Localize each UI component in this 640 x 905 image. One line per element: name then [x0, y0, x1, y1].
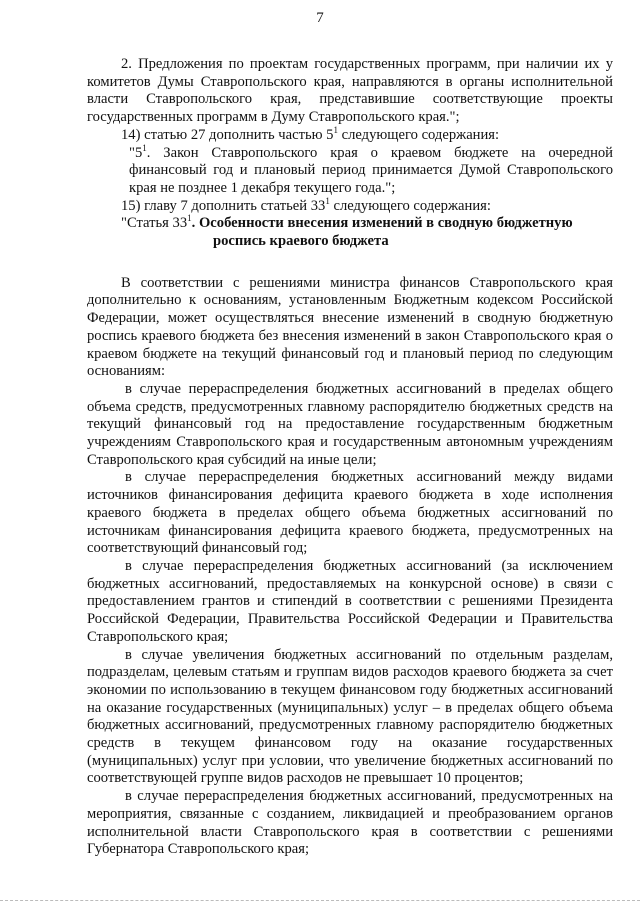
article-title-line1: . Особенности внесения изменений в сводную бюджетную — [191, 215, 573, 232]
superscript-one: 1 — [142, 142, 147, 153]
scan-edge-line — [0, 900, 640, 902]
amendment-chapter-7-tail: следующего содержания: — [329, 197, 491, 214]
superscript-one: 1 — [325, 195, 330, 206]
amendment-article-27 — [87, 124, 613, 145]
amendment-article-27-tail: следующего содержания: — [337, 126, 500, 143]
amendment-chapter-7-text: 15) главу 7 дополнить статьей 33 — [121, 197, 326, 214]
paragraph-proposals: 2. Предложения по проектам государственных программ, при наличии их у комитетов Думы Ставропольского края, направляются в органы исполнительной власти Ставропольского края, представившие соответствующие проекты государственных программ в Думу Ставропольского края."; — [87, 56, 613, 126]
article-title-line2: роспись краевого бюджета — [213, 233, 389, 250]
part-5-1-text — [87, 142, 613, 198]
superscript-one: 1 — [333, 124, 338, 135]
body-paragraph-intro: В соответствии с решениями министра финансов Ставропольского края дополнительно к основаниям, установленным Бюджетным кодексом Российской Федерации, может осуществляться внесение изменений в сводную бюджетную роспись краевого бюджета без внесения изменений в закон Ставропольского края о краевом бюджете на текущий финансовый год и плановый период по следующим основаниям: — [87, 274, 613, 380]
body-paragraph-deficit-sources: в случае перераспределения бюджетных ассигнований между видами источников финансирования дефицита краевого бюджета в ходе исполнения краевого бюджета в пределах общего объема бюджетных ассигнований по источникам финансирования дефицита краевого бюджета, предусмотренных на соответствующий финансовый год; — [87, 469, 613, 557]
superscript-one: 1 — [187, 213, 192, 224]
article-heading — [87, 215, 613, 233]
body-paragraph-savings: в случае увеличения бюджетных ассигнований по отдельным разделам, подразделам, целевым статьям и группам видов расходов краевого бюджета за счет экономии по использованию в текущем финансовом году бюджетных ассигнований на оказание государственных (муниципальных) услуг – в пределах общего объема бюджетных ассигнований, предусмотренных главному распорядителю бюджетных средств в текущем финансовом году на оказание государственных (муниципальных) услуг при условии, что увеличение бюджетных ассигнований по соответствующей группе видов расходов не превышает 10 процентов; — [87, 646, 613, 787]
spacer — [87, 251, 613, 275]
document-body — [87, 56, 613, 859]
part-5-1-prefix: "5 — [129, 144, 143, 161]
body-paragraph-reorganization: в случае перераспределения бюджетных ассигнований, предусмотренных на мероприятия, связанные с созданием, ликвидацией и преобразованием органов исполнительной власти Ставропольского края в соответствии с решениями Губернатора Ставропольского края; — [87, 788, 613, 858]
body-paragraph-subsidies: в случае перераспределения бюджетных ассигнований в пределах общего объема средств, предусмотренных главному распорядителю бюджетных средств на текущий финансовый год на предоставление государственным бюджетным учреждениям Ставропольского края и государственным автономным учреждениям Ставропольского края субсидий на иные цели; — [87, 380, 613, 468]
article-prefix: "Статья 33 — [121, 215, 188, 232]
page-number: 7 — [316, 10, 324, 26]
amendment-article-27-text: 14) статью 27 дополнить частью 5 — [121, 126, 334, 143]
part-5-1-body: . Закон Ставропольского края о краевом бюджете на очередной финансовый год и плановый период принимается Думой Ставропольского края не позднее 1 декабря текущего года."; — [129, 144, 613, 196]
body-paragraph-grants: в случае перераспределения бюджетных ассигнований (за исключением бюджетных ассигнований, предоставляемых на конкурсной основе) в связи с предоставлением грантов и стипендий в соответствии с решениями Президента Российской Федерации, Правительства Российской Федерации и Правительства Ставропольского края; — [87, 557, 613, 645]
amendment-chapter-7 — [87, 195, 613, 216]
